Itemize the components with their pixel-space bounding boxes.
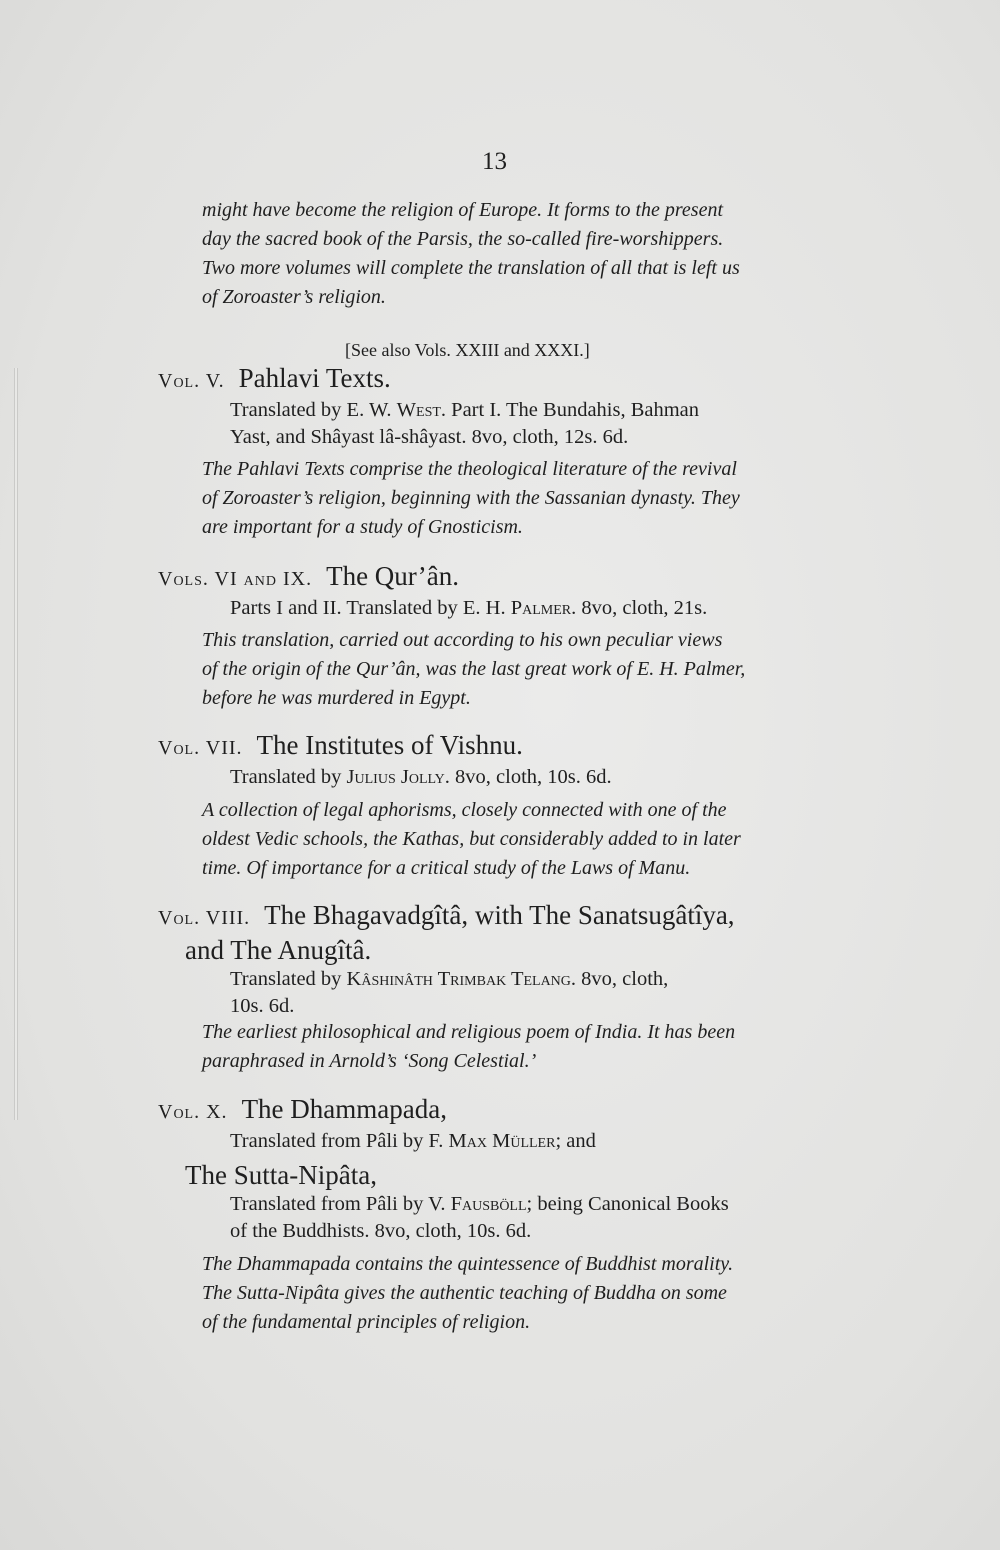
volume-label: Vol. X. bbox=[158, 1101, 228, 1123]
see-also-note: [See also Vols. XXIII and XXXI.] bbox=[345, 340, 590, 360]
detail-line: Translated by E. W. West. Part I. The Bundahis, Bahman bbox=[230, 399, 700, 421]
intro-line: of Zoroaster’s religion. bbox=[202, 286, 386, 308]
entry-details-second bbox=[230, 1191, 848, 1245]
entry-vols-vi-ix bbox=[158, 560, 848, 622]
volume-title-continued: and The Anugîtâ. bbox=[185, 935, 372, 965]
entry-details bbox=[230, 764, 848, 791]
entry-heading bbox=[158, 362, 848, 397]
detail-line: 10s. 6d. bbox=[230, 995, 295, 1017]
detail-line: Translated from Pâli by V. Fausböll; being Canonical Books bbox=[230, 1193, 729, 1215]
intro-line: day the sacred book of the Parsis, the so-called fire-worshippers. bbox=[202, 228, 724, 250]
entry-heading-continued bbox=[158, 934, 848, 966]
volume-label: Vols. VI and IX. bbox=[158, 568, 313, 590]
entry-heading bbox=[158, 899, 848, 934]
entry-details bbox=[230, 1128, 848, 1155]
entry-vol-x bbox=[158, 1093, 848, 1245]
entry-description: The Pahlavi Texts comprise the theological literature of the revival of Zoroaster’s religion, beginning with the Sassanian dynasty. They are important for a study of Gnosticism. bbox=[202, 458, 740, 538]
entry-description: This translation, carried out according to his own peculiar views of the origin of the Qur’ân, was the last great work of E. H. Palmer, before he was murdered in Egypt. bbox=[202, 629, 746, 709]
entry-vol-vii bbox=[158, 729, 848, 791]
volume-label: Vol. VIII. bbox=[158, 907, 251, 929]
volume-title: The Institutes of Vishnu. bbox=[256, 730, 523, 760]
entry-details bbox=[230, 397, 848, 451]
binding-thread bbox=[14, 368, 18, 1120]
entry-heading bbox=[158, 729, 848, 764]
entry-heading bbox=[158, 1093, 848, 1128]
intro-line: might have become the religion of Europe. It forms to the present bbox=[202, 199, 724, 221]
intro-line: Two more volumes will complete the translation of all that is left us bbox=[202, 257, 740, 279]
entry-heading bbox=[158, 560, 848, 595]
detail-line: Translated by Kâshinâth Trimbak Telang. 8vo, cloth, bbox=[230, 968, 669, 990]
entry-details bbox=[230, 595, 848, 622]
volume-title: The Dhammapada, bbox=[241, 1094, 447, 1124]
volume-title: The Qur’ân. bbox=[326, 561, 460, 591]
detail-line: Parts I and II. Translated by E. H. Palmer. 8vo, cloth, 21s. bbox=[230, 597, 708, 619]
entry-vol-viii bbox=[158, 899, 848, 1020]
intro-paragraph bbox=[202, 196, 848, 312]
entry-vol-v bbox=[158, 362, 848, 451]
entry-heading-second bbox=[158, 1159, 848, 1191]
entry-details bbox=[230, 966, 848, 1020]
detail-line: Translated from Pâli by F. Max Müller; and bbox=[230, 1130, 596, 1152]
entry-description: The Dhammapada contains the quintessence of Buddhist morality. The Sutta-Nipâta gives the authentic teaching of Buddha on some of the fundamental principles of religion. bbox=[202, 1253, 734, 1333]
volume-title: The Bhagavadgîtâ, with The Sanatsugâtîya, bbox=[264, 900, 735, 930]
volume-label: Vol. V. bbox=[158, 370, 225, 392]
volume-title-second: The Sutta-Nipâta, bbox=[185, 1160, 377, 1190]
volume-label: Vol. VII. bbox=[158, 737, 243, 759]
detail-line: Yast, and Shâyast lâ-shâyast. 8vo, cloth, 12s. 6d. bbox=[230, 426, 629, 448]
entry-description: The earliest philosophical and religious poem of India. It has been paraphrased in Arnold’s ‘Song Celestial.’ bbox=[202, 1021, 736, 1072]
entry-description: A collection of legal aphorisms, closely connected with one of the oldest Vedic schools, the Kathas, but considerably added to in later time. Of importance for a critical study of the Laws of Manu. bbox=[202, 799, 741, 879]
volume-title: Pahlavi Texts. bbox=[238, 363, 391, 393]
detail-line: of the Buddhists. 8vo, cloth, 10s. 6d. bbox=[230, 1220, 532, 1242]
page-number: 13 bbox=[482, 148, 507, 175]
detail-line: Translated by Julius Jolly. 8vo, cloth, 10s. 6d. bbox=[230, 766, 612, 788]
